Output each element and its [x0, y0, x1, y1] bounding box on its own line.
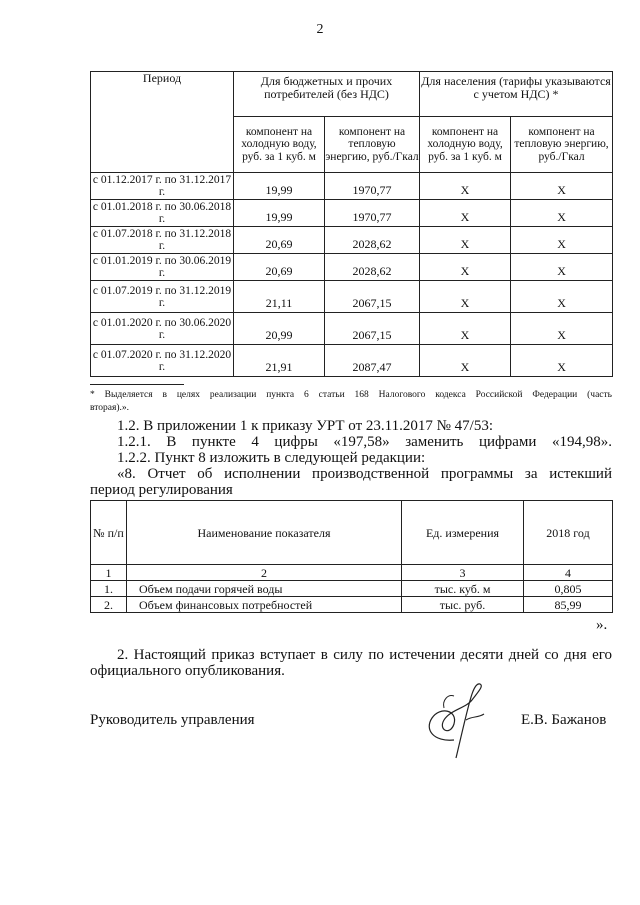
subheader-pop-heat-energy: компонент на тепловую энергию, руб./Гкал — [511, 117, 613, 173]
subheader-heat-energy: компонент на тепловую энергию, руб./Гкал — [325, 117, 420, 173]
report-table — [90, 500, 613, 613]
row-pop-heat-value: Х — [511, 200, 613, 227]
row-unit: тыс. куб. м — [402, 581, 524, 597]
row-pop-heat-value: Х — [511, 254, 613, 281]
table-row — [91, 565, 613, 581]
table-row — [91, 581, 613, 597]
row-period: с 01.12.2017 г. по 31.12.2017 г. — [91, 173, 234, 200]
page-number: 2 — [316, 22, 324, 37]
row-pop-cold-value: Х — [420, 254, 511, 281]
header-unit: Ед. измерения — [402, 501, 524, 565]
row-indicator-name: Объем подачи горячей воды — [127, 581, 402, 597]
row-cold-value: 19,99 — [234, 200, 325, 227]
row-period: с 01.01.2020 г. по 30.06.2020 г. — [91, 313, 234, 345]
index-cell: 3 — [402, 565, 524, 581]
row-pop-heat-value: Х — [511, 173, 613, 200]
row-heat-value: 1970,77 — [325, 200, 420, 227]
table-row — [91, 200, 613, 227]
row-pop-heat-value: Х — [511, 345, 613, 377]
row-period: с 01.07.2018 г. по 31.12.2018 г. — [91, 227, 234, 254]
row-indicator-name: Объем финансовых потребностей — [127, 597, 402, 613]
handwritten-signature — [414, 680, 504, 760]
row-value: 0,805 — [524, 581, 613, 597]
row-heat-value: 2028,62 — [325, 227, 420, 254]
row-cold-value: 19,99 — [234, 173, 325, 200]
row-period: с 01.07.2019 г. по 31.12.2019 г. — [91, 281, 234, 313]
paragraph-8-line-1: «8. Отчет об исполнении производственной программы за истекший — [117, 466, 612, 482]
footnote-divider — [90, 384, 184, 385]
table-row — [91, 281, 613, 313]
row-pop-cold-value: Х — [420, 345, 511, 377]
table-row — [91, 313, 613, 345]
header-budget-consumers: Для бюджетных и прочих потребителей (без НДС) — [234, 72, 420, 117]
row-value: 85,99 — [524, 597, 613, 613]
row-pop-heat-value: Х — [511, 313, 613, 345]
table-row — [91, 345, 613, 377]
row-heat-value: 2087,47 — [325, 345, 420, 377]
header-number: № п/п — [91, 501, 127, 565]
row-period: с 01.07.2020 г. по 31.12.2020 г. — [91, 345, 234, 377]
row-pop-cold-value: Х — [420, 173, 511, 200]
row-pop-cold-value: Х — [420, 313, 511, 345]
header-indicator-name: Наименование показателя — [127, 501, 402, 565]
header-period: Период — [91, 72, 234, 173]
row-period: с 01.01.2019 г. по 30.06.2019 г. — [91, 254, 234, 281]
index-cell: 2 — [127, 565, 402, 581]
footnote-line-1: * Выделяется в целях реализации пункта 6 статьи 168 Налогового кодекса Российской Федерации (часть — [90, 390, 612, 400]
row-pop-heat-value: Х — [511, 227, 613, 254]
row-unit: тыс. руб. — [402, 597, 524, 613]
row-number: 2. — [91, 597, 127, 613]
subheader-cold-water: компонент на холодную воду, руб. за 1 куб. м — [234, 117, 325, 173]
subheader-pop-cold-water: компонент на холодную воду, руб. за 1 куб. м — [420, 117, 511, 173]
row-heat-value: 1970,77 — [325, 173, 420, 200]
row-period: с 01.01.2018 г. по 30.06.2018 г. — [91, 200, 234, 227]
table-row — [91, 227, 613, 254]
row-cold-value: 21,91 — [234, 345, 325, 377]
header-population: Для населения (тарифы указываются с учетом НДС) * — [420, 72, 613, 117]
row-pop-cold-value: Х — [420, 281, 511, 313]
closing-quote: ». — [596, 617, 608, 633]
signatory-name: Е.В. Бажанов — [521, 712, 607, 728]
paragraph-8-line-2: период регулирования — [90, 482, 233, 498]
row-number: 1. — [91, 581, 127, 597]
row-cold-value: 20,99 — [234, 313, 325, 345]
paragraph-1-2-2: 1.2.2. Пункт 8 изложить в следующей редакции: — [117, 450, 426, 466]
signatory-title: Руководитель управления — [90, 712, 255, 728]
row-cold-value: 20,69 — [234, 227, 325, 254]
row-pop-cold-value: Х — [420, 227, 511, 254]
index-cell: 4 — [524, 565, 613, 581]
paragraph-1-2: 1.2. В приложении 1 к приказу УРТ от 23.11.2017 № 47/53: — [117, 418, 494, 434]
table-row — [91, 597, 613, 613]
row-cold-value: 20,69 — [234, 254, 325, 281]
table-row — [91, 173, 613, 200]
row-pop-heat-value: Х — [511, 281, 613, 313]
order-paragraph-line-2: официального опубликования. — [90, 663, 285, 679]
index-cell: 1 — [91, 565, 127, 581]
table-row — [91, 254, 613, 281]
row-heat-value: 2067,15 — [325, 281, 420, 313]
row-pop-cold-value: Х — [420, 200, 511, 227]
row-heat-value: 2067,15 — [325, 313, 420, 345]
header-year: 2018 год — [524, 501, 613, 565]
footnote-line-2: вторая).». — [90, 403, 130, 413]
paragraph-1-2-1: 1.2.1. В пункте 4 цифры «197,58» заменить цифрами «194,98». — [117, 434, 612, 450]
order-paragraph-line-1: 2. Настоящий приказ вступает в силу по истечении десяти дней со дня его — [117, 647, 612, 663]
tariff-table — [90, 71, 613, 377]
row-cold-value: 21,11 — [234, 281, 325, 313]
row-heat-value: 2028,62 — [325, 254, 420, 281]
